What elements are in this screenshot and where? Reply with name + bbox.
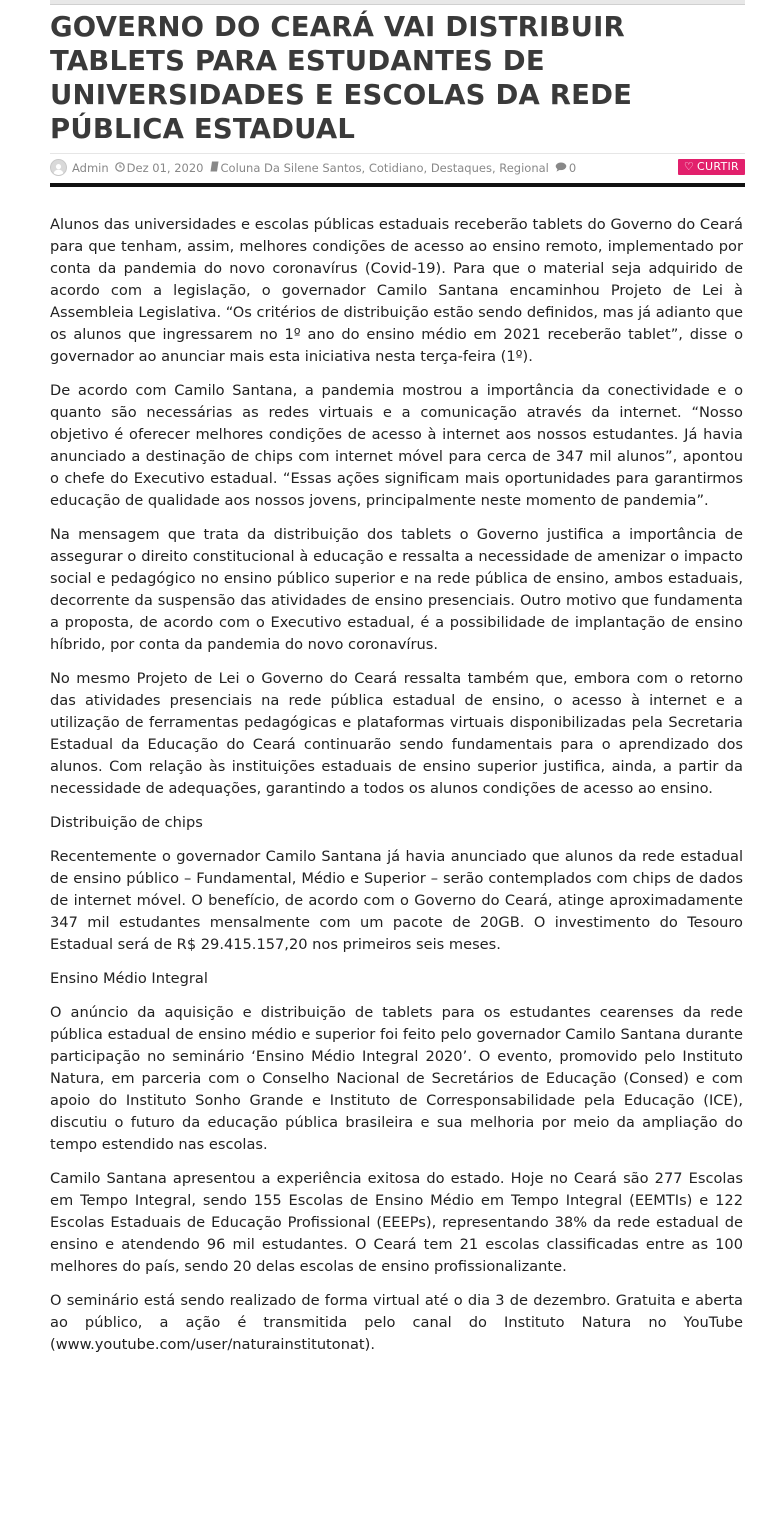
article-title: GOVERNO DO CEARÁ VAI DISTRIBUIR TABLETS PARA ESTUDANTES DE UNIVERSIDADES E ESCOLAS DA REDE PÚBLICA ESTADUAL	[50, 11, 633, 145]
paragraph: O anúncio da aquisição e distribuição de tablets para os estudantes cearenses da rede pública estadual de ensino médio e superior foi feito pelo governador Camilo Santana durante participação no seminário ‘Ensino Médio Integral 2020’. O evento, promovido pelo Instituto Natura, em parceria com o Conselho Nacional de Secretários de Educação (Consed) e com apoio do Instituto Sonho Grande e Instituto de Corresponsabilidade pela Educação (ICE), discutiu o futuro da educação pública brasileira e sua melhoria por meio da ampliação do tempo estendido nas escolas.	[50, 1004, 743, 1153]
article-body	[50, 214, 743, 1368]
comment-icon	[555, 161, 567, 175]
paragraph: Camilo Santana apresentou a experiência exitosa do estado. Hoje no Ceará são 277 Escolas em Tempo Integral, sendo 155 Escolas de Ensino Médio em Tempo Integral (EEMTIs) e 122 Escolas Estaduais de Educação Profissional (EEEPs), representando 38% da rede estadual de ensino e atendendo 96 mil estudantes. O Ceará tem 21 escolas classificadas entre as 100 melhores do país, sendo 20 delas escolas de ensino profissionalizante.	[50, 1170, 743, 1275]
category-links[interactable]: Coluna Da Silene Santos, Cotidiano, Destaques, Regional	[220, 160, 549, 175]
paragraph: No mesmo Projeto de Lei o Governo do Ceará ressalta também que, embora com o retorno das atividades presenciais na rede pública estadual de ensino, o acesso à internet e a utilização de ferramentas pedagógicas e plataformas virtuais disponibilizadas pela Secretaria Estadual da Educação do Ceará continuarão sendo fundamentais para o aprendizado dos alunos. Com relação às instituições estaduais de ensino superior justifica, ainda, a partir da necessidade de adequações, garantindo a todos os alunos condições de acesso ao ensino.	[50, 670, 743, 797]
paragraph: Alunos das universidades e escolas públicas estaduais receberão tablets do Governo do Ceará para que tenham, assim, melhores condições de acesso ao ensino remoto, implementado por conta da pandemia do novo coronavírus (Covid-19). Para que o material seja adquirido de acordo com a legislação, o governador Camilo Santana encaminhou Projeto de Lei à Assembleia Legislativa. “Os critérios de distribuição estão sendo definidos, mas já adianto que os alunos que ingressarem no 1º ano do ensino médio em 2021 receberão tablet”, disse o governador ao anunciar mais esta iniciativa nesta terça-feira (1º).	[50, 216, 743, 365]
section-subheading: Distribuição de chips	[50, 814, 203, 831]
paragraph: Na mensagem que trata da distribuição dos tablets o Governo justifica a importância de assegurar o direito constitucional à educação e ressalta a necessidade de amenizar o impacto social e pedagógico no ensino público superior e na rede pública de ensino, ambos estaduais, decorrente da suspensão das atividades de ensino presenciais. Outro motivo que fundamenta a proposta, de acordo com o Executivo estadual, é a possibilidade de implantação de ensino híbrido, por conta da pandemia do novo coronavírus.	[50, 526, 743, 653]
top-divider	[50, 0, 745, 5]
section-subheading: Ensino Médio Integral	[50, 970, 208, 987]
header-divider	[50, 183, 745, 187]
article-meta	[50, 153, 745, 182]
comment-count[interactable]: 0	[568, 160, 577, 175]
like-button-label: CURTIR	[697, 160, 739, 173]
avatar-icon	[50, 159, 67, 176]
post-date: Dez 01, 2020	[126, 160, 204, 175]
like-button[interactable]	[678, 159, 745, 175]
heart-icon: ♡	[683, 160, 695, 173]
paragraph: Recentemente o governador Camilo Santana já havia anunciado que alunos da rede estadual de ensino público – Fundamental, Médio e Superior – serão contemplados com chips de dados de internet móvel. O benefício, de acordo com o Governo do Ceará, atinge aproximadamente 347 mil estudantes mensalmente com um pacote de 20GB. O investimento do Tesouro Estadual será de R$ 29.415.157,20 nos primeiros seis meses.	[50, 848, 743, 953]
author-link[interactable]: Admin	[72, 160, 109, 175]
clock-icon	[115, 161, 125, 175]
paragraph: O seminário está sendo realizado de forma virtual até o dia 3 de dezembro. Gratuita e aberta ao público, a ação é transmitida pelo canal do Instituto Natura no YouTube (www.youtube.com/user/naturainstitutonat).	[50, 1292, 743, 1353]
paragraph: De acordo com Camilo Santana, a pandemia mostrou a importância da conectividade e o quanto são necessárias as redes virtuais e a comunicação através da internet. “Nosso objetivo é oferecer melhores condições de acesso à internet aos nossos estudantes. Já havia anunciado a destinação de chips com internet móvel para cerca de 347 mil alunos”, apontou o chefe do Executivo estadual. “Essas ações significam mais oportunidades para garantirmos educação de qualidade aos nossos jovens, principalmente neste momento de pandemia”.	[50, 382, 743, 509]
meta-row	[50, 159, 576, 176]
folder-icon	[210, 161, 219, 175]
